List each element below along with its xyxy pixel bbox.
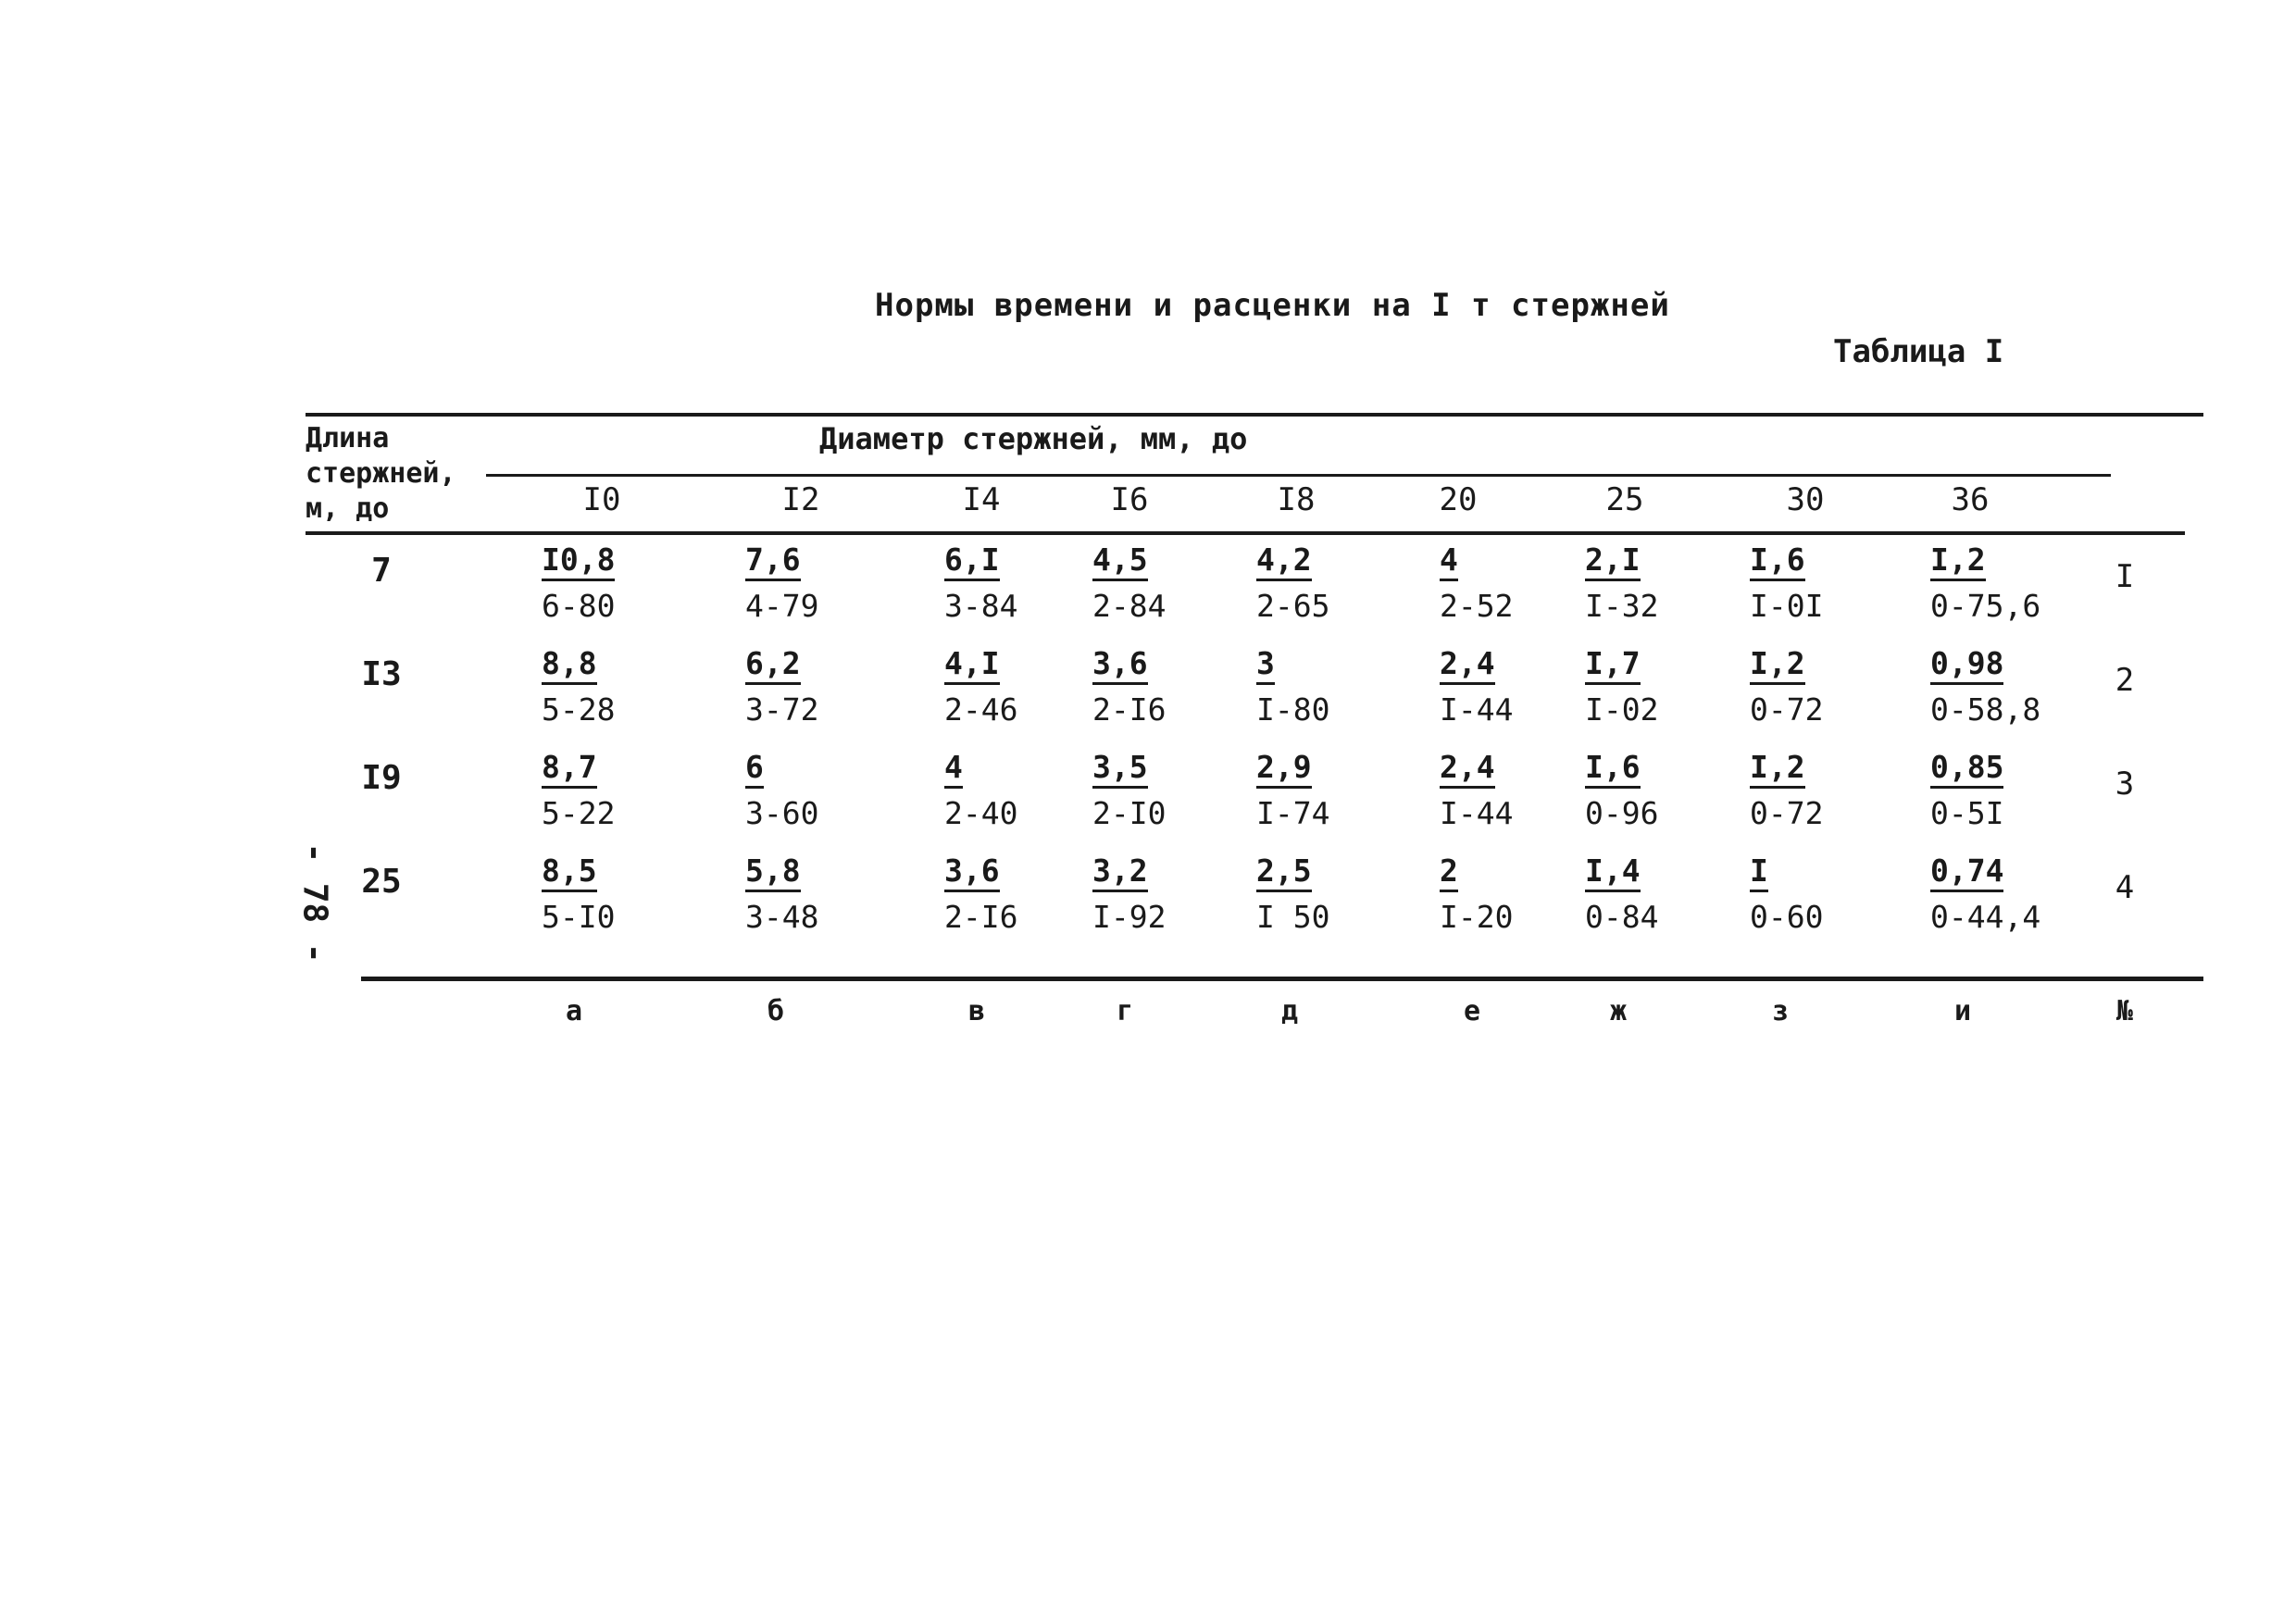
column-letter: з	[1771, 995, 1790, 1027]
row-length: 25	[361, 863, 402, 901]
row-length: I9	[361, 759, 402, 797]
time-norm: 4,5	[1092, 544, 1148, 581]
rate-value: 0-72	[1750, 691, 1824, 728]
length-header-line-2: стержней,	[306, 457, 456, 490]
table-cell	[1930, 749, 2004, 831]
rate-value: I-92	[1092, 899, 1167, 935]
time-norm: 2,9	[1256, 752, 1312, 789]
table-cell	[944, 749, 1018, 831]
time-norm: 3,6	[944, 855, 1000, 892]
column-letter: и	[1953, 995, 1972, 1027]
column-letter: д	[1280, 995, 1299, 1027]
column-header: 36	[1951, 481, 1990, 518]
rate-value: 5-28	[542, 691, 616, 728]
column-letter: в	[967, 995, 986, 1027]
rate-value: 0-44,4	[1930, 899, 2041, 935]
header-bottom-rule	[306, 531, 2185, 535]
rate-value: 2-I0	[1092, 795, 1167, 831]
column-header: 25	[1605, 481, 1644, 518]
column-header: I6	[1110, 481, 1149, 518]
time-norm: 8,5	[542, 855, 597, 892]
time-norm: I,2	[1750, 752, 1805, 789]
row-length: I3	[361, 655, 402, 693]
length-header	[306, 421, 456, 527]
table-cell	[542, 749, 616, 831]
time-norm: 4,I	[944, 648, 1000, 685]
table-cell	[1930, 541, 2041, 624]
time-norm: 3,5	[1092, 752, 1148, 789]
time-norm: 6,I	[944, 544, 1000, 581]
table-cell	[1440, 853, 1514, 935]
time-norm: 4	[944, 752, 963, 789]
row-length: 7	[371, 552, 392, 590]
rate-value: 5-I0	[542, 899, 616, 935]
table-cell	[1256, 749, 1330, 831]
table-cell	[1585, 853, 1659, 935]
table-cell	[542, 541, 616, 624]
table-cell	[1092, 853, 1167, 935]
column-letter: г	[1116, 995, 1134, 1027]
table-cell	[1256, 853, 1330, 935]
column-letter: ж	[1609, 995, 1628, 1027]
row-number: 3	[2115, 765, 2135, 803]
time-norm: 4	[1440, 544, 1458, 581]
table-cell	[542, 853, 616, 935]
rate-value: I-80	[1256, 691, 1330, 728]
table-cell	[745, 853, 819, 935]
length-header-line-3: м, до	[306, 492, 390, 525]
column-header: I8	[1277, 481, 1316, 518]
time-norm: 6	[745, 752, 764, 789]
rate-value: 4-79	[745, 588, 819, 624]
row-number: I	[2115, 558, 2135, 595]
time-norm: I,2	[1930, 544, 1986, 581]
rate-value: 6-80	[542, 588, 616, 624]
rate-value: I-02	[1585, 691, 1659, 728]
rate-value: 2-65	[1256, 588, 1330, 624]
rate-value: 2-46	[944, 691, 1018, 728]
time-norm: I,6	[1750, 544, 1805, 581]
rate-value: 2-I6	[1092, 691, 1167, 728]
table-cell	[1092, 749, 1167, 831]
table-cell	[1585, 645, 1659, 728]
table-cell	[1256, 645, 1330, 728]
table-cell	[745, 645, 819, 728]
time-norm: 3	[1256, 648, 1275, 685]
rate-value: 0-58,8	[1930, 691, 2041, 728]
table-cell	[944, 853, 1018, 935]
time-norm: 2,I	[1585, 544, 1641, 581]
table-cell	[542, 645, 616, 728]
rate-value: 0-84	[1585, 899, 1659, 935]
table-cell	[1092, 541, 1167, 624]
time-norm: 5,8	[745, 855, 801, 892]
time-norm: 3,2	[1092, 855, 1148, 892]
rate-value: I-32	[1585, 588, 1659, 624]
rate-value: 0-5I	[1930, 795, 2004, 831]
column-header: 20	[1439, 481, 1478, 518]
table-cell	[745, 749, 819, 831]
rate-value: I-20	[1440, 899, 1514, 935]
rate-value: I-44	[1440, 795, 1514, 831]
time-norm: I,2	[1750, 648, 1805, 685]
table-label: Таблица I	[1833, 333, 2004, 370]
time-norm: 0,74	[1930, 855, 2003, 892]
column-header: I2	[781, 481, 820, 518]
table-cell	[1440, 645, 1514, 728]
time-norm: I	[1750, 855, 1768, 892]
table-cell	[1440, 541, 1514, 624]
rate-value: 3-48	[745, 899, 819, 935]
time-norm: I,6	[1585, 752, 1641, 789]
rate-value: I 50	[1256, 899, 1330, 935]
body-bottom-rule	[361, 977, 2203, 981]
column-header: I4	[962, 481, 1001, 518]
time-norm: 2,5	[1256, 855, 1312, 892]
header-sub-rule	[486, 474, 2111, 477]
time-norm: 2,4	[1440, 648, 1495, 685]
time-norm: I,4	[1585, 855, 1641, 892]
rate-value: 0-96	[1585, 795, 1659, 831]
table-cell	[1930, 853, 2041, 935]
column-header: I0	[582, 481, 621, 518]
time-norm: 3,6	[1092, 648, 1148, 685]
table-cell	[1750, 749, 1824, 831]
row-number: 4	[2115, 869, 2135, 906]
time-norm: 6,2	[745, 648, 801, 685]
column-header: 30	[1786, 481, 1825, 518]
rate-value: 5-22	[542, 795, 616, 831]
column-letter: №	[2115, 995, 2134, 1027]
page-number: - 78 -	[295, 842, 334, 964]
time-norm: I0,8	[542, 544, 615, 581]
rate-value: I-0I	[1750, 588, 1824, 624]
rate-value: 2-I6	[944, 899, 1018, 935]
time-norm: 4,2	[1256, 544, 1312, 581]
column-letter: а	[565, 995, 583, 1027]
rate-value: 2-52	[1440, 588, 1514, 624]
rate-value: 2-40	[944, 795, 1018, 831]
column-letter: б	[767, 995, 785, 1027]
table-cell	[745, 541, 819, 624]
top-rule	[306, 413, 2203, 417]
time-norm: 0,85	[1930, 752, 2003, 789]
rate-value: 3-60	[745, 795, 819, 831]
row-number: 2	[2115, 662, 2135, 699]
time-norm: 7,6	[745, 544, 801, 581]
table-cell	[1256, 541, 1330, 624]
rate-value: I-44	[1440, 691, 1514, 728]
table-cell	[1930, 645, 2041, 728]
time-norm: 2,4	[1440, 752, 1495, 789]
time-norm: 2	[1440, 855, 1458, 892]
rate-value: 3-72	[745, 691, 819, 728]
rate-value: 0-60	[1750, 899, 1824, 935]
time-norm: 8,8	[542, 648, 597, 685]
column-letter: е	[1463, 995, 1481, 1027]
table-cell	[1585, 749, 1659, 831]
table-cell	[1585, 541, 1659, 624]
table-cell	[1750, 541, 1824, 624]
diameter-header: Диаметр стержней, мм, до	[819, 421, 1248, 456]
table-cell	[1092, 645, 1167, 728]
length-header-line-1: Длина	[306, 422, 390, 454]
table-cell	[1440, 749, 1514, 831]
table-cell	[1750, 853, 1824, 935]
table-cell	[944, 645, 1018, 728]
rate-value: 0-75,6	[1930, 588, 2041, 624]
time-norm: 0,98	[1930, 648, 2003, 685]
rate-value: I-74	[1256, 795, 1330, 831]
table-cell	[944, 541, 1018, 624]
time-norm: I,7	[1585, 648, 1641, 685]
rate-value: 0-72	[1750, 795, 1824, 831]
table-cell	[1750, 645, 1824, 728]
rate-value: 2-84	[1092, 588, 1167, 624]
time-norm: 8,7	[542, 752, 597, 789]
rate-value: 3-84	[944, 588, 1018, 624]
page-title: Нормы времени и расценки на I т стержней	[875, 287, 1670, 324]
